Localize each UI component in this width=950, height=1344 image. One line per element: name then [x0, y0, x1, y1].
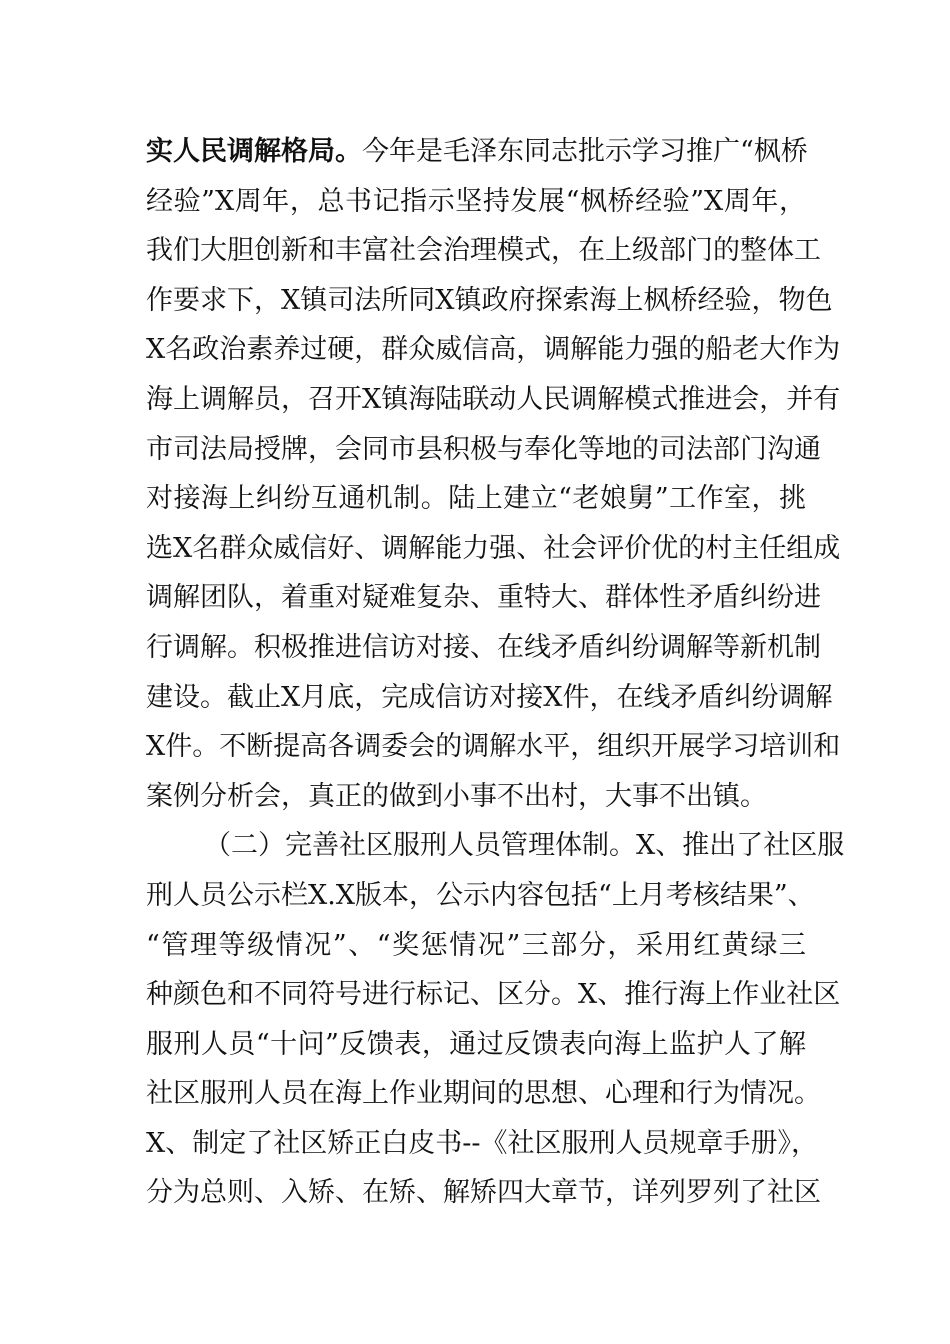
paragraph-1-line: 建设。截止X月底，完成信访对接X件，在线矛盾纠纷调解: [146, 681, 833, 713]
paragraph-1-line: 经验”X周年，总书记指示坚持发展“枫桥经验”X周年，: [146, 185, 806, 217]
paragraph-1-line-1: [146, 127, 806, 177]
paragraph-2-line: 种颜色和不同符号进行标记、区分。X、推行海上作业社区: [146, 979, 841, 1011]
paragraph-1-line: 选X名群众威信好、调解能力强、社会评价优的村主任组成: [146, 532, 841, 564]
paragraph-2-line: “管理等级情况”、“奖惩情况”三部分，采用红黄绿三: [146, 929, 806, 961]
paragraph-2-line: X、制定了社区矫正白皮书--《社区服刑人员规章手册》，: [146, 1127, 818, 1159]
paragraph-1-line: 市司法局授牌，会同市县积极与奉化等地的司法部门沟通: [146, 433, 821, 465]
paragraph-2-line: 分为总则、入矫、在矫、解矫四大章节，详列罗列了社区: [146, 1177, 821, 1209]
paragraph-1-line: 对接海上纠纷互通机制。陆上建立“老娘舅”工作室，挑: [146, 483, 806, 515]
paragraph-1-line: 调解团队，着重对疑难复杂、重特大、群体性矛盾纠纷进: [146, 582, 821, 614]
paragraph-1-last-line: 案例分析会，真正的做到小事不出村，大事不出镇。: [146, 780, 767, 812]
document-body: [146, 127, 845, 1218]
paragraph-2-line: 服刑人员“十问”反馈表，通过反馈表向海上监护人了解: [146, 1028, 806, 1060]
section-heading-bold: 实人民调解格局。: [146, 136, 362, 167]
paragraph-2-line: 刑人员公示栏X.X版本，公示内容包括“上月考核结果”、: [146, 879, 815, 911]
paragraph-1-line-1-text: 今年是毛泽东同志批示学习推广“枫桥: [362, 136, 808, 167]
paragraph-1-line: 海上调解员，召开X镇海陆联动人民调解模式推进会，并有: [146, 383, 841, 415]
paragraph-2-first-line: （二）完善社区服刑人员管理体制。X、推出了社区服: [204, 830, 845, 862]
paragraph-1-line: 作要求下，X镇司法所同X镇政府探索海上枫桥经验，物色: [146, 284, 833, 316]
paragraph-1-line: 行调解。积极推进信访对接、在线矛盾纠纷调解等新机制: [146, 631, 821, 663]
paragraph-1-line: X件。不断提高各调委会的调解水平，组织开展学习培训和: [146, 731, 841, 763]
paragraph-2-line: 社区服刑人员在海上作业期间的思想、心理和行为情况。: [146, 1078, 821, 1110]
paragraph-1-line: X名政治素养过硬，群众威信高，调解能力强的船老大作为: [146, 334, 841, 366]
paragraph-1-line: 我们大胆创新和丰富社会治理模式，在上级部门的整体工: [146, 235, 821, 267]
